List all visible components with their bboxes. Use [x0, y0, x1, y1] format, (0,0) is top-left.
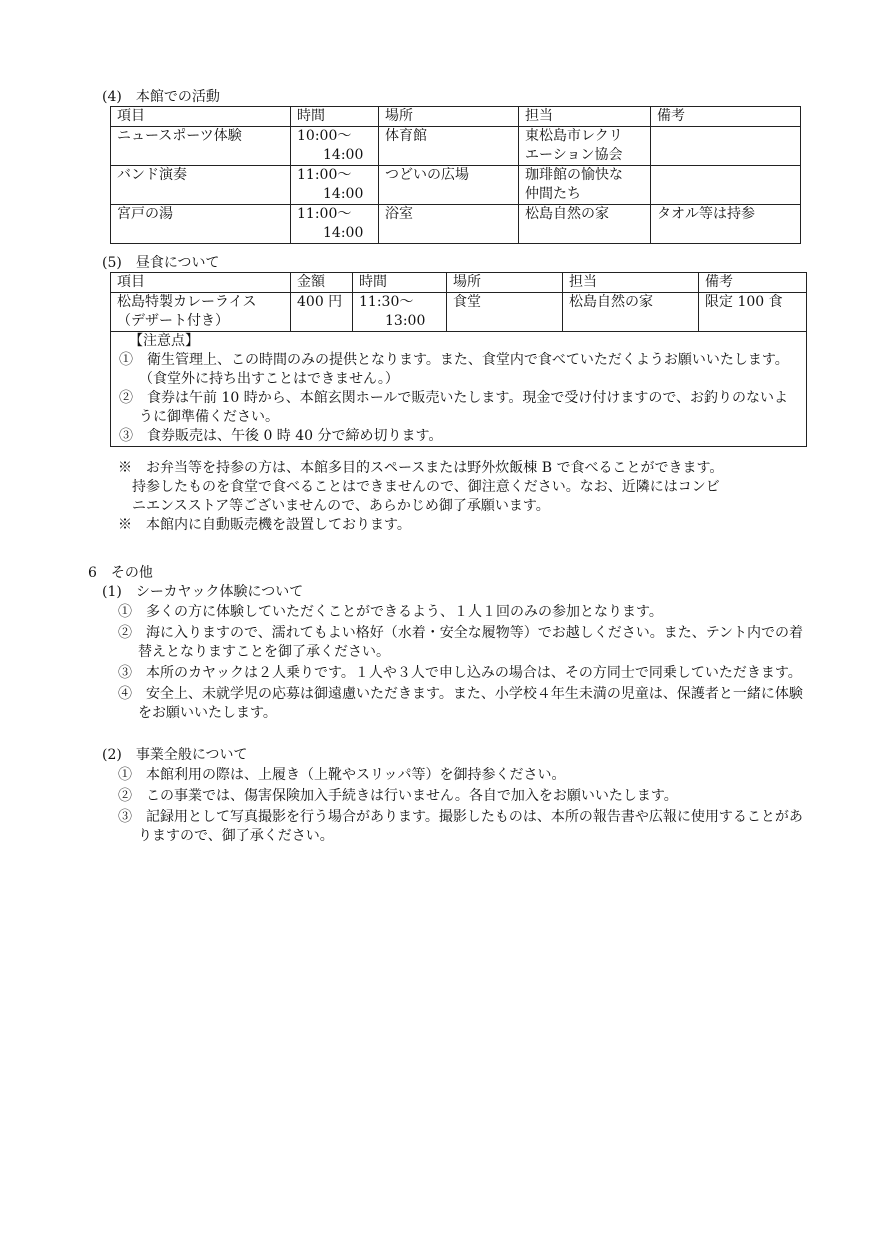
section-5-title: (5) 昼食について: [102, 255, 220, 271]
lunch-staff: 松島自然の家: [563, 293, 699, 332]
remark-line: ※ お弁当等を持参の方は、本館多目的スペースまたは野外炊飯棟 B で食べることができます。: [118, 460, 724, 476]
activity-place: 体育館: [379, 127, 519, 166]
list-item: ② この事業では、傷害保険加入手続きは行いません。各自で加入をお願いいたします。: [118, 788, 678, 804]
activity-time: [291, 127, 379, 166]
header-price: 金額: [291, 273, 353, 293]
lunch-price: 400 円: [291, 293, 353, 332]
time-end: 14:00: [323, 225, 364, 241]
time-start: 11:00～: [297, 167, 352, 183]
staff-line-1: 珈琲館の愉快な: [525, 167, 623, 183]
staff-line-2: エーション協会: [525, 147, 623, 163]
activity-note: タオル等は持参: [651, 205, 801, 244]
note-item: ① 衛生管理上、この時間のみの提供となります。また、食堂内で食べていただくようお願いいたします。（食堂外に持ち出すことはできません。）: [119, 352, 789, 387]
header-time: 時間: [353, 273, 447, 293]
activity-name: 宮戸の湯: [111, 205, 291, 244]
list-item: ④ 安全上、未就学児の応募は御遠慮いただきます。また、小学校４年生未満の児童は、保護者と一緒に体験をお願いいたします。: [118, 686, 803, 721]
time-end: 13:00: [385, 313, 426, 329]
time-end: 14:00: [323, 186, 364, 202]
list-item: ③ 記録用として写真撮影を行う場合があります。撮影したものは、本所の報告書や広報に使用することがありますので、御了承ください。: [118, 809, 803, 844]
activities-table: [110, 106, 801, 244]
header-staff: 担当: [519, 107, 651, 127]
list-item: ③ 本所のカヤックは２人乗りです。１人や３人で申し込みの場合は、その方同士で同乗していただきます。: [118, 665, 802, 681]
list-item: ① 多くの方に体験していただくことができるよう、１人１回のみの参加となります。: [118, 604, 663, 620]
time-start: 11:30～: [359, 294, 414, 310]
table-header-row: [111, 107, 801, 127]
header-time: 時間: [291, 107, 379, 127]
activity-note: [651, 166, 801, 205]
section-4-title: (4) 本館での活動: [102, 89, 220, 105]
activity-staff: [519, 127, 651, 166]
header-item: 項目: [111, 273, 291, 293]
staff-line-1: 東松島市レクリ: [525, 128, 623, 144]
table-header-row: [111, 273, 807, 293]
activity-name: ニュースポーツ体験: [111, 127, 291, 166]
remark-line: ※ 本館内に自動販売機を設置しております。: [118, 517, 411, 533]
remark-line: ニエンスストア等ございませんので、あらかじめ御了承願います。: [132, 498, 550, 514]
remarks: [118, 459, 818, 535]
notes-cell: [111, 332, 807, 447]
header-place: 場所: [447, 273, 563, 293]
table-row: [111, 205, 801, 244]
header-item: 項目: [111, 107, 291, 127]
lunch-item-name: 松島特製カレーライス: [117, 294, 257, 310]
staff-line-1: 松島自然の家: [525, 206, 609, 222]
time-start: 11:00～: [297, 206, 352, 222]
activity-note: [651, 127, 801, 166]
header-note: 備考: [699, 273, 807, 293]
section-6-title: 6 その他: [88, 565, 153, 581]
activity-place: つどいの広場: [379, 166, 519, 205]
staff-line-2: 仲間たち: [525, 186, 581, 202]
activity-staff: [519, 205, 651, 244]
table-row: [111, 166, 801, 205]
lunch-time: [353, 293, 447, 332]
note-item: ② 食券は午前 10 時から、本館玄関ホールで販売いたします。現金で受け付けますので、お釣りのないように御準備ください。: [119, 390, 789, 425]
lunch-note: 限定 100 食: [699, 293, 807, 332]
table-row: [111, 293, 807, 332]
subsection-2-title: (2) 事業全般について: [102, 747, 248, 763]
list-item: ① 本館利用の際は、上履き（上靴やスリッパ等）を御持参ください。: [118, 767, 566, 783]
notes-row: [111, 332, 807, 447]
activity-place: 浴室: [379, 205, 519, 244]
kayak-list: [118, 603, 808, 723]
remark-line: 持参したものを食堂で食べることはできませんので、御注意ください。なお、近隣にはコンビ: [132, 479, 720, 495]
notes-title: 【注意点】: [129, 333, 199, 349]
lunch-place: 食堂: [447, 293, 563, 332]
header-staff: 担当: [563, 273, 699, 293]
activity-staff: [519, 166, 651, 205]
activity-time: [291, 205, 379, 244]
list-item: ② 海に入りますので、濡れてもよい格好（水着・安全な履物等）でお越しください。また、テント内での着替えとなりますことを御了承ください。: [118, 625, 804, 660]
subsection-1-title: (1) シーカヤック体験について: [102, 584, 304, 600]
activity-time: [291, 166, 379, 205]
header-place: 場所: [379, 107, 519, 127]
activity-name: バンド演奏: [111, 166, 291, 205]
header-note: 備考: [651, 107, 801, 127]
lunch-item-sub: （デザート付き）: [117, 313, 229, 329]
table-row: [111, 127, 801, 166]
time-end: 14:00: [323, 147, 364, 163]
note-item: ③ 食券販売は、午後 0 時 40 分で締め切ります。: [119, 428, 443, 444]
lunch-item: [111, 293, 291, 332]
general-list: [118, 766, 808, 846]
lunch-table: [110, 272, 807, 447]
time-start: 10:00～: [297, 128, 352, 144]
